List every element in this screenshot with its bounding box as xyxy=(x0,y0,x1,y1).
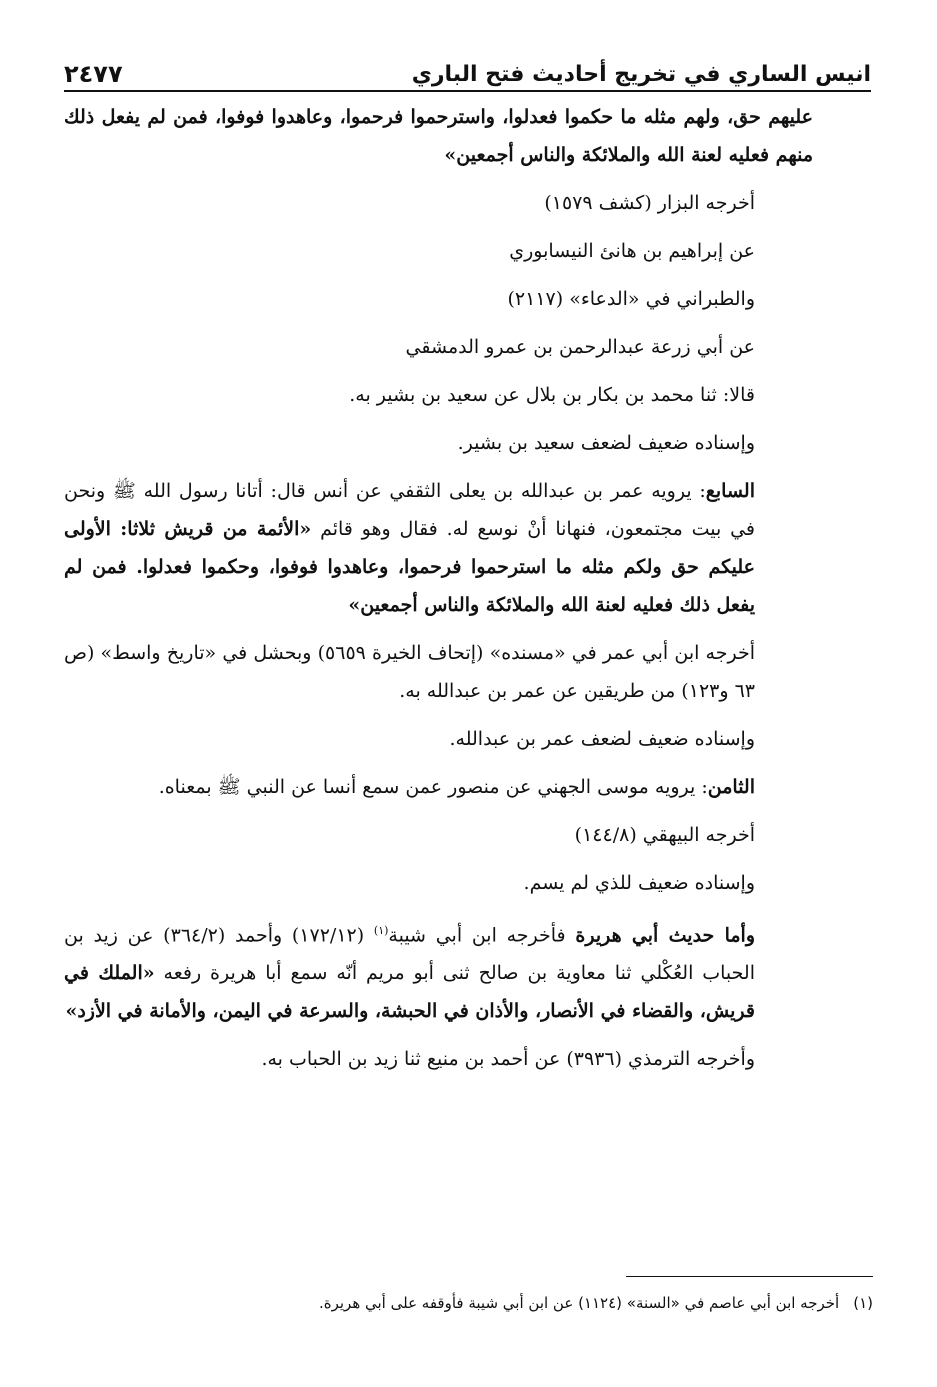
footnote-reference[interactable]: (١) xyxy=(373,924,389,937)
paragraph-grading: وإسناده ضعيف لضعف سعيد بن بشير. xyxy=(457,432,755,454)
route-label: السابع xyxy=(705,480,755,502)
hadith-quote: «الأئمة من قريش ثلاثا: الأولى عليكم حق ولكم مثله ما استرحموا فرحموا، وعاهدوا فوفوا، وحكموا فعدلوا. فمن لم يفعل ذلك فعليه لعنة الله والملائكة والناس أجمعين» xyxy=(64,518,755,616)
running-title: انيس الساري في تخريج أحاديث فتح الباري xyxy=(411,62,871,87)
footnote-text: أخرجه ابن أبي عاصم في «السنة» (١١٢٤) عن ابن أبي شيبة فأوقفه على أبي هريرة. xyxy=(318,1294,840,1312)
footnote xyxy=(64,1290,873,1316)
route-text: : يرويه عمر بن عبدالله بن يعلى الثقفي عن أنس قال: أتانا رسول الله ﷺ ونحن في بيت مجتمعون، فنهانا أنْ نوسع له. فقال وهو قائم xyxy=(64,480,755,540)
footnote-marker: (١) xyxy=(853,1294,873,1312)
paragraph-isnad-chain: قالا: ثنا محمد بن بكار بن بلال عن سعيد بن بشير به. xyxy=(349,384,755,406)
paragraph-narrator-ibrahim: عن إبراهيم بن هانئ النيسابوري xyxy=(509,240,755,262)
paragraph-takhrij-bayhaqi: أخرجه البيهقي (١٤٤/٨) xyxy=(574,824,755,846)
paragraph-takhrij-bazzar: أخرجه البزار (كشف ١٥٧٩) xyxy=(544,192,755,214)
page-header xyxy=(64,40,871,92)
page-number: ٢٤٧٧ xyxy=(64,60,123,88)
paragraph-grading: وإسناده ضعيف لضعف عمر بن عبدالله. xyxy=(449,728,755,750)
paragraph-takhrij-tirmidhi: وأخرجه الترمذي (٣٩٣٦) عن أحمد بن منيع ثنا زيد بن الحباب به. xyxy=(261,1048,755,1071)
route-text: : يرويه موسى الجهني عن منصور عمن سمع أنسا عن النبي ﷺ بمعناه. xyxy=(158,776,708,798)
paragraph-text: فأخرجه ابن أبي شيبة xyxy=(388,924,576,947)
hadith-quote: «الملك في قريش، والقضاء في الأنصار، والأذان في الحبشة، والسرعة في اليمن، والأمانة في الأزد» xyxy=(64,962,755,1023)
paragraph-text: (١٧٢/١٢) وأحمد (٣٦٤/٢) عن زيد بن الحباب العُكْلي ثنا معاوية بن صالح ثنى أبو مريم أنّه سمع أبا هريرة رفعه xyxy=(64,924,755,985)
footnote-divider xyxy=(626,1276,873,1277)
paragraph-grading: وإسناده ضعيف للذي لم يسم. xyxy=(523,872,755,894)
paragraph-hadith-continuation: عليهم حق، ولهم مثله ما حكموا فعدلوا، واسترحموا فرحموا، وعاهدوا فوفوا، فمن لم يفعل ذلك منهم فعليه لعنة الله والملائكة والناس أجمعين» xyxy=(64,106,813,166)
paragraph-narrator-abu-zura: عن أبي زرعة عبدالرحمن بن عمرو الدمشقي xyxy=(405,336,755,358)
paragraph-takhrij-tabarani: والطبراني في «الدعاء» (٢١١٧) xyxy=(507,288,755,310)
page-body xyxy=(64,98,813,1088)
paragraph-abu-hurayra xyxy=(64,912,813,1030)
paragraph-eighth-route xyxy=(64,768,813,806)
paragraph-takhrij-ibn-abi-umar: أخرجه ابن أبي عمر في «مسنده» (إتحاف الخيرة ٥٦٥٩) وبحشل في «تاريخ واسط» (ص ٦٣ و١٢٣) من طريقين عن عمر بن عبدالله به. xyxy=(64,642,755,702)
section-label: وأما حديث أبي هريرة xyxy=(575,924,756,947)
paragraph-seventh-route xyxy=(64,472,813,624)
route-label: الثامن xyxy=(707,776,755,798)
